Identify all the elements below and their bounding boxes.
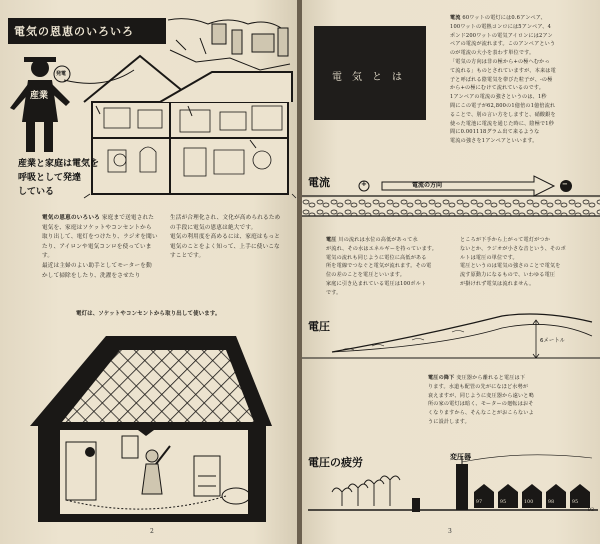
figure-label: 産業 (30, 91, 49, 101)
title-box (314, 26, 426, 120)
voltage-line: 位の差のことを電圧といいます。 (326, 272, 405, 279)
voltage-heading: 電圧 (326, 237, 337, 243)
voltage-text-a (326, 236, 454, 298)
intro-line: ることで、別の言い方をしますと、硝酸銀を (450, 111, 556, 118)
banner-title: 電気の恩恵のいろいろ (14, 25, 134, 38)
intro-line: 60ワットの電灯には0.6アンペア、 (462, 15, 546, 21)
intro-line: て流れる」ものとされていますが、本来は電 (450, 67, 556, 74)
voltage-line: 所を電線でつなぐと電気が流れます。その電 (326, 263, 432, 270)
voltage-line: 川の流れは水位の高低があって水 (338, 237, 418, 243)
drop-heading: 電圧の降下 (428, 375, 455, 381)
right-page (302, 0, 600, 544)
voltage-line: ルトは電圧の単位です。 (460, 254, 518, 261)
voltage-line: ところが下手から上がって電灯がつか (460, 237, 550, 243)
intro-line: 電流の強さを1アンペアといいます。 (450, 138, 538, 145)
paragraph-a-line: 取り出して、電灯をつけたり、ラジオを聞い (42, 234, 158, 241)
plus-sign: + (361, 180, 367, 188)
drop-line: くなりますから、そんなことがおこらないよ (428, 410, 534, 417)
drop-line: 所の家の電灯は暗く、モーターの廻転はおそ (428, 401, 534, 408)
voltage-line: 電気の流れも同じように電位に高低がある (326, 254, 427, 261)
intro-text (450, 14, 596, 146)
voltage-line: ないとか、ラジオが小さな音という、そのボ (460, 245, 566, 252)
voltage-line: 家庭に引き込まれている電圧は100ボルト (326, 280, 427, 287)
house-number: 98 (548, 500, 555, 505)
lower-caption: 電灯は、ソケットやコンセントから取り出して使います。 (76, 311, 221, 317)
paragraph-a-line: たり、アイロンや電気コンロを使っています。 (42, 243, 152, 260)
intro-line: 「電気の方向は非の極から+の極へむかっ (450, 58, 550, 65)
paragraph-b-line: 電気のことをよく知って、上手に使いこな (170, 243, 280, 250)
paragraph-b-line: 電気の利用度を高めるには、家庭はもっと (170, 234, 281, 241)
paragraph-a-heading: 電気の恩恵のいろいろ (42, 215, 100, 221)
voltage-line: が流れ、その水はエネルギーを持っています。 (326, 245, 438, 252)
house-number: 95 (572, 500, 579, 505)
intro-line: 100ワットの電熱コンロには5アンペア、4 (450, 23, 552, 30)
paragraph-a-line: 電気を、家庭はソケットやコンセントから (42, 224, 152, 231)
intro-heading: 電流 (450, 15, 461, 21)
transformer-label: 変圧器 (450, 453, 471, 461)
intro-line: ペアの電流が流れます。このアンペアという (450, 41, 556, 48)
voltage-label: 電圧 (308, 320, 330, 333)
paragraph-a-line: 最近は主婦のよい助手としてモーターを動 (42, 262, 152, 269)
meter-label: 6メートル (540, 338, 565, 344)
current-arrow-label: 電流の方向 (412, 182, 443, 189)
left-page (0, 0, 298, 544)
page-number-left: 2 (150, 528, 154, 535)
paragraph-b (170, 214, 292, 262)
intro-line: から+の極にむけて流れているのです。 (450, 85, 545, 92)
caption-line-3: している (18, 187, 55, 197)
current-label: 電流 (308, 176, 330, 189)
caption-line-2: 呼吸として発達 (18, 173, 82, 183)
current-illustration (302, 168, 600, 224)
voltage-line: 流す原動力になるもので、いわゆる電圧 (460, 272, 556, 279)
figure-tag: 発電 (56, 71, 67, 77)
intro-line: 子と呼ばれる陰電気を帯びた粒子が、-の極 (450, 76, 553, 83)
drop-line: 変圧器から離れると電圧は下 (456, 375, 526, 381)
caption-line-1: 産業と家庭は電気を (18, 159, 100, 169)
wired-house-illustration (26, 326, 276, 522)
drop-line: うに設計します。 (428, 418, 470, 425)
voltage-line: 電圧というのは電気の強さのことで電気を (460, 263, 561, 270)
house-number: 97 (476, 500, 483, 505)
minus-sign: − (562, 180, 568, 188)
title-box-text: 電 気 と は (332, 72, 402, 83)
voltage-text-b (460, 236, 596, 289)
paragraph-b-line: の手段に電気の恩恵は絶大です。 (170, 224, 257, 231)
intro-line: 間に0.001118グラム出て来るような (450, 129, 540, 136)
house-number: 95 (500, 500, 507, 505)
voltage-line: が掛けれず電気は流れません。 (460, 280, 535, 287)
paragraph-a-line: かして掃除をしたり、洗濯をさせたり (42, 272, 141, 279)
drop-line: 衰えますが、同じように変圧器から遠いと鳴 (428, 392, 534, 399)
paragraph-b-line: すことです。 (170, 253, 205, 260)
intro-line: 使った電池に電流を通じた時に、陰極で1秒 (450, 120, 555, 127)
house-number: 100 (524, 500, 534, 505)
intro-line: のが電流の大小を表わす単位です。 (450, 50, 535, 57)
paragraph-a-line: 家庭まで送電された (101, 215, 155, 221)
drop-line: ります。水道も配管の先がになほど水勢が (428, 383, 529, 390)
paragraph-a (42, 214, 162, 281)
house-number: 93 (588, 508, 595, 513)
intro-line: 間にこの電子が62,800の1億倍の1億倍流れ (450, 102, 556, 109)
drop-label: 電圧の疲労 (308, 456, 363, 469)
drop-text (428, 374, 596, 427)
intro-line: ポンド200ワットの電気アイロンには2アン (450, 32, 553, 39)
intro-line: 1アンペアの電流の強さというのは、1秒 (450, 94, 547, 101)
voltage-line: です。 (326, 289, 342, 296)
page-number-right: 3 (448, 528, 452, 535)
paragraph-b-line: 生活が合理化され、文化が高められるため (170, 215, 281, 221)
